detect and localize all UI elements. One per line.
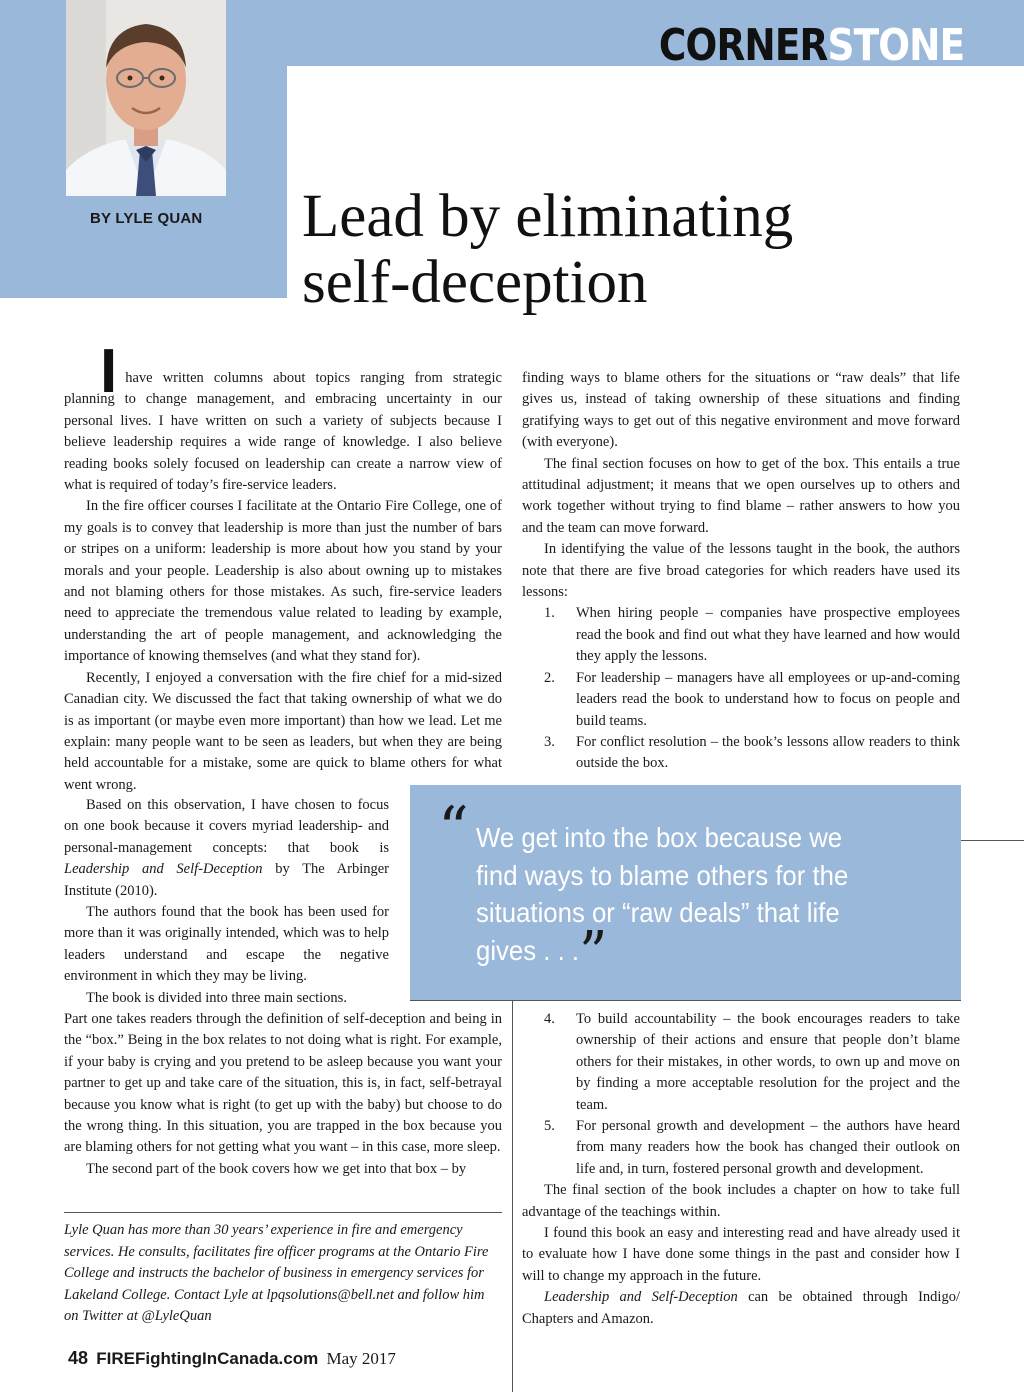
list-item: 1. When hiring people – companies have prospective employees read the book and find out what they have learned and how would they apply the lessons.	[544, 605, 960, 665]
lessons-list-part-2	[522, 1009, 960, 1180]
paragraph-4: Based on this observation, I have chosen to focus on one book because it covers myriad leadership- and personal-management concepts: that book is Leadership and Self-Deception by The Arbinger Institute (2010).	[64, 797, 389, 899]
open-quote-mark: “	[438, 794, 469, 864]
paragraph-6-start: The book is divided into three main sections.	[86, 989, 347, 1006]
right-paragraph-2: The final section focuses on how to get of the box. This entails a true attitudinal adjustment; it means that we open ourselves up to others and work together without trying to find blame – rather answers to how you and the team can move forward.	[522, 455, 960, 536]
author-photo	[66, 0, 226, 196]
left-column-bottom	[64, 1009, 502, 1180]
headline-line-2: self-deception	[302, 249, 648, 316]
author-bio: Lyle Quan has more than 30 years’ experience in fire and emergency services. He consults, facilitates fire officer programs at the Ontario Fire College and instructs the bachelor of business in emergency services for Lakeland College. Contact Lyle at lpqsolutions@bell.net and follow him on Twitter at @LyleQuan	[64, 1222, 489, 1324]
footer-site: FIREFightingInCanada.com	[96, 1349, 319, 1368]
pullquote-bottom-rule	[410, 1000, 961, 1001]
paragraph-6-rest: Part one takes readers through the definition of self-deception and being in the “box.” Being in the box relates to not doing what is right. For example, if your baby is crying and you pretend to be asleep because you want your partner to get up and take care of the situation, this is, in fact, self-betrayal because you know what is right (to get up with the baby) but choose to do the wrong thing. In this situation, you are trapped in the box because you are blaming others for not getting what you want – in this case, more sleep.	[64, 1011, 502, 1156]
left-column-top	[64, 337, 502, 796]
lessons-list-part-1	[522, 603, 960, 774]
pull-quote	[410, 785, 961, 1000]
headline-line-1: Lead by eliminating	[302, 183, 794, 250]
list-item: 2. For leadership – managers have all employees or up-and-coming leaders read the book to understand how to focus on people and build teams.	[544, 669, 960, 729]
brand-part-dark: CORNER	[658, 20, 828, 71]
pull-quote-text: We get into the box because we find ways to blame others for the situations or “raw deals” that life gives . . .	[476, 822, 849, 966]
right-paragraph-4: The final section of the book includes a chapter on how to take full advantage of the teachings within.	[522, 1182, 960, 1220]
list-item: 3. For conflict resolution – the book’s lessons allow readers to think outside the box.	[544, 733, 960, 772]
page-footer	[68, 1348, 396, 1369]
footer-date: May 2017	[326, 1349, 396, 1368]
page-number: 48	[68, 1348, 89, 1368]
paragraph-3: Recently, I enjoyed a conversation with the fire chief for a mid-sized Canadian city. We discussed the fact that taking ownership of what we do is as important (or maybe even more important) than how we lead. Let me explain: many people want to be seen as leaders, but when they are being held accountable for a mistake, some are quick to blame others for what went wrong.	[64, 669, 502, 793]
brand-part-light: STONE	[827, 20, 964, 71]
bio-rule	[64, 1212, 502, 1213]
paragraph-5: The authors found that the book has been used for more than it was originally intended, which was to help leaders understand and escape the negative environment in which they may be living.	[64, 904, 389, 985]
byline: BY LYLE QUAN	[90, 210, 203, 227]
right-paragraph-5: I found this book an easy and interesting read and have already used it to evaluate how I have done some things in the past and consider how I will to change my approach in the future.	[522, 1225, 960, 1284]
close-quote-mark: ”	[579, 918, 608, 989]
paragraph-2: In the fire officer courses I facilitate at the Ontario Fire College, one of my goals is to convey that leadership is more than just the number of bars or stripes on a uniform: leadership is more about how you stand by your morals and your people. Leadership is also about owning up to mistakes and not blaming others for those mistakes. As such, fire-service leaders need to appreciate the tremendous value related to leading by example, understanding the art of people management, and acknowledging the importance of knowing themselves (and what they stand for).	[64, 498, 502, 665]
list-item: 4. To build accountability – the book encourages readers to take ownership of their actions and ensure that people don’t blame others for their mistakes, in other words, to own up and move on by finding a more acceptable resolution for the project and the team.	[544, 1011, 960, 1113]
section-brand	[659, 18, 964, 74]
right-paragraph-6: Leadership and Self-Deception can be obtained through Indigo/ Chapters and Amazon.	[522, 1289, 960, 1327]
paragraph-7: The second part of the book covers how we get into that box – by	[86, 1160, 467, 1177]
left-column-narrow	[64, 795, 389, 1009]
book-title: Leadership and Self-Deception	[544, 1289, 738, 1306]
headline	[302, 184, 942, 316]
pullquote-side-rule	[961, 840, 1024, 841]
drop-cap: I	[100, 337, 118, 406]
right-column-bottom	[522, 1009, 960, 1330]
right-paragraph-1: finding ways to blame others for the situations or “raw deals” that life gives us, instead of taking ownership of these situations and finding gratifying ways to get out of this negative environment and move forward (with everyone).	[522, 370, 960, 451]
paragraph-1: Ihave written columns about topics ranging from strategic planning to change management, and embracing uncertainty in our personal lives. I have written on such a variety of subjects because I believe leadership requires a wide range of knowledge. I also believe reading books solely focused on leadership can create a narrow view of what is required of today’s fire-service leaders.	[64, 337, 502, 494]
book-title: Leadership and Self-Deception	[64, 861, 263, 878]
right-column-top	[522, 368, 960, 775]
right-paragraph-3: In identifying the value of the lessons taught in the book, the authors note that there are five broad categories for which readers have used its lessons:	[522, 541, 960, 601]
list-item: 5. For personal growth and development – the authors have heard from many readers how the book has changed their outlook on life and, in turn, fostered personal growth and development.	[544, 1118, 960, 1177]
column-divider	[512, 1000, 513, 1392]
